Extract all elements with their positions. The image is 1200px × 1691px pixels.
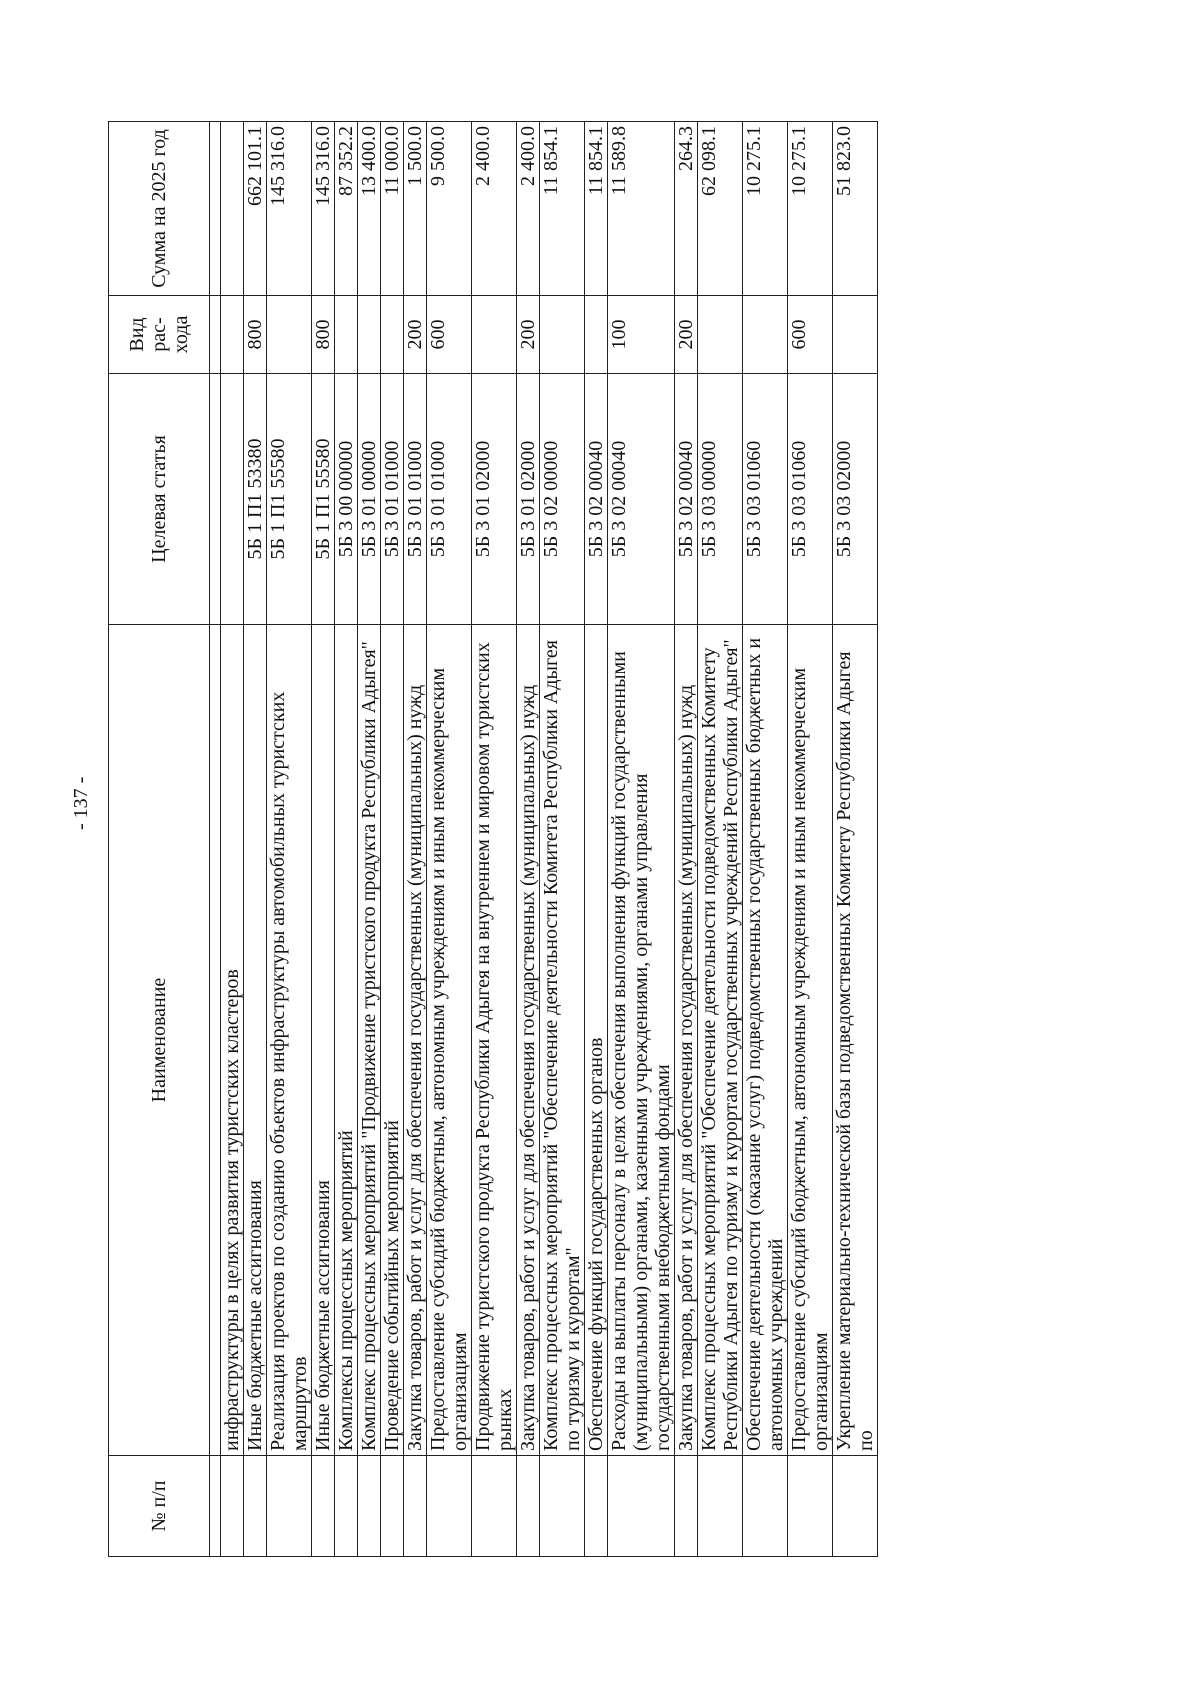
cell-num xyxy=(833,1456,878,1557)
cell-vid: 200 xyxy=(404,296,427,374)
cell-sum: 62 098.1 xyxy=(698,122,743,296)
cell-code: 5Б 3 01 01000 xyxy=(427,374,472,625)
cell-name: Продвижение туристского продукта Республики Адыгея на внутреннем и мировом туристских рынках xyxy=(472,625,517,1456)
cell-code: 5Б 1 П1 55580 xyxy=(267,374,312,625)
table-row xyxy=(472,122,517,1557)
cell-sum: 2 400.0 xyxy=(472,122,517,296)
cell-num xyxy=(221,1456,244,1557)
table-row xyxy=(675,122,698,1557)
cell-num xyxy=(698,1456,743,1557)
cell-name: Укрепление материально-технической базы подведомственных Комитету Республики Адыгея по xyxy=(833,625,878,1456)
cell-vid xyxy=(698,296,743,374)
cell-sum: 1 500.0 xyxy=(404,122,427,296)
cell-name: Иные бюджетные ассигнования xyxy=(244,625,267,1456)
cell-name: Иные бюджетные ассигнования xyxy=(312,625,335,1456)
table-row xyxy=(221,122,244,1557)
cell-vid: 200 xyxy=(517,296,540,374)
cell-name: Закупка товаров, работ и услуг для обеспечения государственных (муниципальных) нужд xyxy=(517,625,540,1456)
header-name: Наименование xyxy=(109,625,210,1456)
cell-vid xyxy=(335,296,358,374)
cell-sum: 11 000.0 xyxy=(381,122,404,296)
cell-code: 5Б 3 03 00000 xyxy=(698,374,743,625)
cell-vid: 100 xyxy=(608,296,675,374)
cell-vid xyxy=(833,296,878,374)
cell-vid xyxy=(540,296,585,374)
cell-code: 5Б 1 П1 53380 xyxy=(244,374,267,625)
table-row xyxy=(788,122,833,1557)
cell-code: 5Б 3 00 00000 xyxy=(335,374,358,625)
table-row xyxy=(312,122,335,1557)
cell-sum: 11 854.1 xyxy=(540,122,585,296)
cell-sum: 11 854.1 xyxy=(585,122,608,296)
cell-vid: 800 xyxy=(244,296,267,374)
cell-num xyxy=(743,1456,788,1557)
cell-vid: 200 xyxy=(675,296,698,374)
cell-sum: 9 500.0 xyxy=(427,122,472,296)
header-num: № п/п xyxy=(109,1456,210,1557)
cell-code xyxy=(221,374,244,625)
cell-sum: 10 275.1 xyxy=(788,122,833,296)
table-gap-row xyxy=(210,122,221,1557)
cell-vid: 800 xyxy=(312,296,335,374)
cell-name: Предоставление субсидий бюджетным, автономным учреждениям и иным некоммерческим организациям xyxy=(788,625,833,1456)
cell-vid xyxy=(743,296,788,374)
cell-name: Предоставление субсидий бюджетным, автономным учреждениям и иным некоммерческим организациям xyxy=(427,625,472,1456)
cell-vid xyxy=(585,296,608,374)
cell-num xyxy=(608,1456,675,1557)
cell-sum: 145 316.0 xyxy=(267,122,312,296)
cell-vid: 600 xyxy=(427,296,472,374)
cell-name: Закупка товаров, работ и услуг для обеспечения государственных (муниципальных) нужд xyxy=(404,625,427,1456)
cell-num xyxy=(335,1456,358,1557)
table-row xyxy=(404,122,427,1557)
cell-sum: 87 352.2 xyxy=(335,122,358,296)
table-header-row xyxy=(109,122,210,1557)
cell-code: 5Б 3 02 00040 xyxy=(585,374,608,625)
cell-name: инфраструктуры в целях развития туристских кластеров xyxy=(221,625,244,1456)
cell-sum: 2 400.0 xyxy=(517,122,540,296)
table-row xyxy=(335,122,358,1557)
cell-num xyxy=(358,1456,381,1557)
cell-num xyxy=(267,1456,312,1557)
cell-name: Комплексы процессных мероприятий xyxy=(335,625,358,1456)
cell-num xyxy=(788,1456,833,1557)
budget-table xyxy=(108,121,878,1557)
cell-num xyxy=(675,1456,698,1557)
cell-name: Обеспечение функций государственных органов xyxy=(585,625,608,1456)
cell-name: Комплекс процессных мероприятий "Продвижение туристского продукта Республики Адыгея" xyxy=(358,625,381,1456)
cell-code: 5Б 3 02 00000 xyxy=(540,374,585,625)
cell-code: 5Б 3 01 01000 xyxy=(404,374,427,625)
rotated-table-wrapper xyxy=(108,122,1158,1557)
cell-sum: 662 101.1 xyxy=(244,122,267,296)
table-row xyxy=(585,122,608,1557)
cell-sum: 51 823.0 xyxy=(833,122,878,296)
cell-code: 5Б 3 02 00040 xyxy=(675,374,698,625)
cell-vid xyxy=(358,296,381,374)
cell-vid xyxy=(381,296,404,374)
cell-num xyxy=(312,1456,335,1557)
cell-name: Обеспечение деятельности (оказание услуг) подведомственных государственных бюджетных и автономных учреждений xyxy=(743,625,788,1456)
header-vid: Вид рас-хода xyxy=(109,296,210,374)
table-row xyxy=(427,122,472,1557)
header-code: Целевая статья xyxy=(109,374,210,625)
cell-num xyxy=(427,1456,472,1557)
cell-vid xyxy=(221,296,244,374)
cell-sum: 11 589.8 xyxy=(608,122,675,296)
cell-name: Расходы на выплаты персоналу в целях обеспечения выполнения функций государственными (муниципальными) органами, казенными учреждениями, органами управления государственными внебюджетными фондами xyxy=(608,625,675,1456)
header-sum: Сумма на 2025 год xyxy=(109,122,210,296)
cell-name: Закупка товаров, работ и услуг для обеспечения государственных (муниципальных) нужд xyxy=(675,625,698,1456)
cell-code: 5Б 3 01 00000 xyxy=(358,374,381,625)
cell-sum: 10 275.1 xyxy=(743,122,788,296)
cell-name: Комплекс процессных мероприятий "Обеспечение деятельности подведомственных Комитету Республики Адыгея по туризму и курортам государственных учреждений Республики Адыгея" xyxy=(698,625,743,1456)
cell-num xyxy=(585,1456,608,1557)
table-row xyxy=(743,122,788,1557)
cell-name: Проведение событийных мероприятий xyxy=(381,625,404,1456)
cell-code: 5Б 3 01 01000 xyxy=(381,374,404,625)
cell-code: 5Б 3 01 02000 xyxy=(517,374,540,625)
cell-code: 5Б 3 02 00040 xyxy=(608,374,675,625)
cell-num xyxy=(404,1456,427,1557)
cell-code: 5Б 3 03 02000 xyxy=(833,374,878,625)
cell-sum: 13 400.0 xyxy=(358,122,381,296)
table-row xyxy=(381,122,404,1557)
cell-code: 5Б 3 03 01060 xyxy=(788,374,833,625)
cell-num xyxy=(517,1456,540,1557)
cell-num xyxy=(472,1456,517,1557)
cell-sum: 264.3 xyxy=(675,122,698,296)
cell-name: Реализация проектов по созданию объектов инфраструктуры автомобильных туристских маршрутов xyxy=(267,625,312,1456)
cell-code: 5Б 3 03 01060 xyxy=(743,374,788,625)
cell-code: 5Б 3 01 02000 xyxy=(472,374,517,625)
cell-num xyxy=(540,1456,585,1557)
cell-vid xyxy=(267,296,312,374)
table-row xyxy=(267,122,312,1557)
cell-sum xyxy=(221,122,244,296)
table-row xyxy=(608,122,675,1557)
table-row xyxy=(517,122,540,1557)
cell-sum: 145 316.0 xyxy=(312,122,335,296)
cell-num xyxy=(381,1456,404,1557)
table-row xyxy=(540,122,585,1557)
cell-num xyxy=(244,1456,267,1557)
table-row xyxy=(358,122,381,1557)
cell-name: Комплекс процессных мероприятий "Обеспечение деятельности Комитета Республики Адыгея по туризму и курортам" xyxy=(540,625,585,1456)
cell-code: 5Б 1 П1 55580 xyxy=(312,374,335,625)
cell-vid: 600 xyxy=(788,296,833,374)
table-row xyxy=(244,122,267,1557)
table-row xyxy=(698,122,743,1557)
cell-vid xyxy=(472,296,517,374)
page-number: - 137 - xyxy=(70,776,92,830)
table-row xyxy=(833,122,878,1557)
table-body xyxy=(210,122,878,1557)
